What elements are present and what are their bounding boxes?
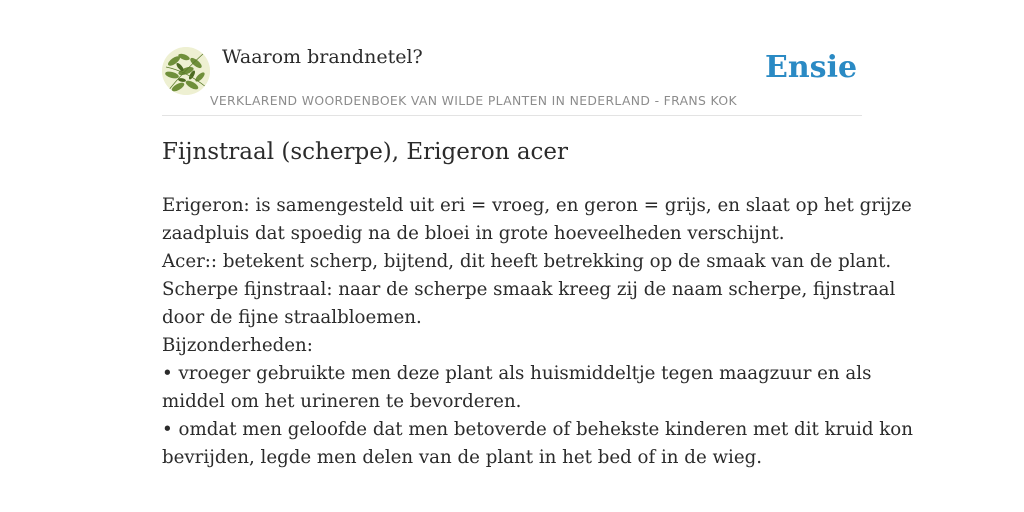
plant-leaves-icon [162,47,210,95]
body-line: bevrijden, legde men delen van de plant in het bed of in de wieg. [162,447,763,468]
entry-body [162,192,913,472]
body-line: Erigeron: is samengesteld uit eri = vroeg, en geron = grijs, en slaat op het grijze [162,195,912,216]
body-line: Scherpe fijnstraal: naar de scherpe smaak kreeg zij de naam scherpe, fijnstraal [162,279,896,300]
body-line: door de fijne straalbloemen. [162,307,422,328]
body-line: • omdat men geloofde dat men betoverde of behekste kinderen met dit kruid kon [162,419,913,440]
body-line: middel om het urineren te bevorderen. [162,391,522,412]
body-line: • vroeger gebruikte men deze plant als huismiddeltje tegen maagzuur en als [162,363,872,384]
entry-title: Fijnstraal (scherpe), Erigeron acer [162,139,569,165]
book-subtitle[interactable]: VERKLAREND WOORDENBOEK VAN WILDE PLANTEN IN NEDERLAND - FRANS KOK [210,93,737,108]
site-title[interactable]: Waarom brandnetel? [222,46,423,68]
brand-logo[interactable]: Ensie [765,50,858,85]
body-line: Bijzonderheden: [162,335,313,356]
book-cover-avatar[interactable] [162,47,210,95]
header-divider [162,115,862,116]
body-line: zaadpluis dat spoedig na de bloei in grote hoeveelheden verschijnt. [162,223,785,244]
body-line: Acer:: betekent scherp, bijtend, dit heeft betrekking op de smaak van de plant. [162,251,892,272]
